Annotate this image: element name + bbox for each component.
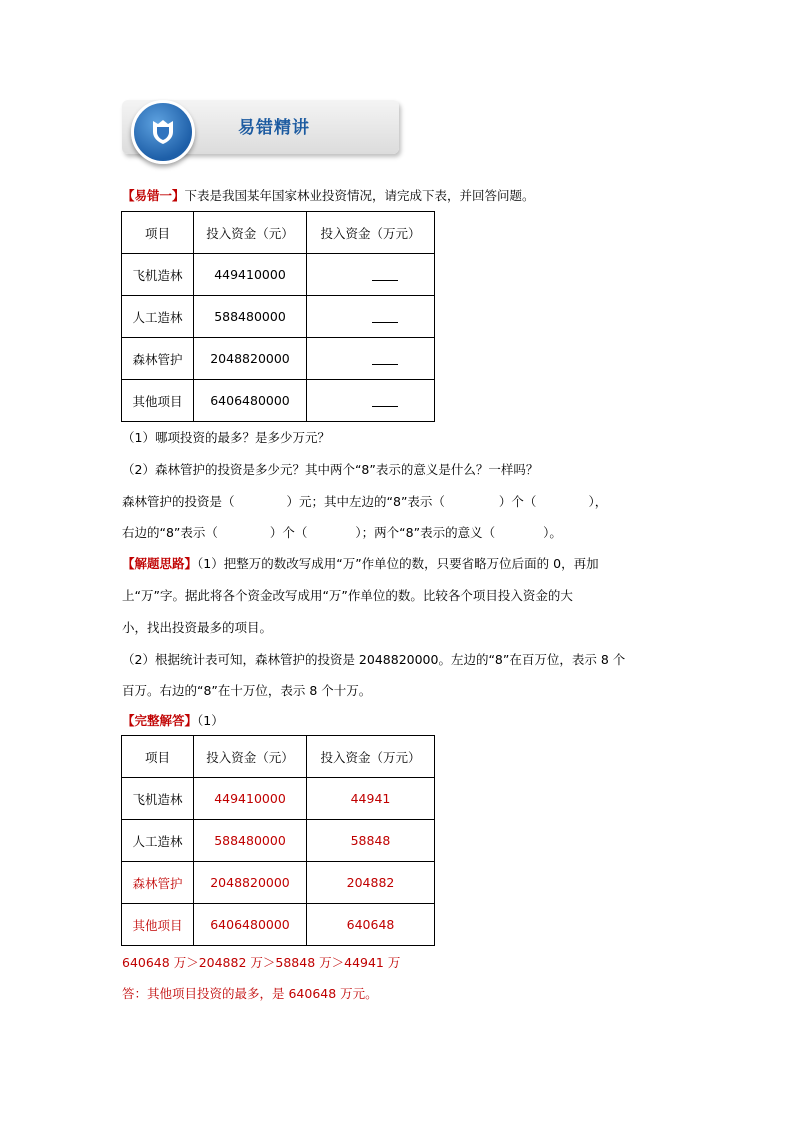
problem-tag: 【易错一】 [122,188,185,203]
yuan-cell: 449410000 [194,254,307,296]
yuan-cell: 2048820000 [194,338,307,380]
answer-tag: 【完整解答】 [122,713,198,728]
item-cell: 人工造林 [122,820,194,862]
answer-blank[interactable] [372,396,398,407]
item-cell: 其他项目 [122,904,194,946]
analysis-line-2: 上“万”字。据此将各个资金改写成用“万”作单位的数。比较各个项目投入资金的大 [122,588,573,603]
wan-cell: 640648 [307,904,435,946]
table-header-row [122,212,435,254]
fill-in-line-1 [122,494,607,510]
banner-title: 易错精讲 [238,118,310,138]
header-cell: 投入资金（万元） [307,736,435,778]
analysis-line-3: 小，找出投资最多的项目。 [122,620,273,635]
table-row [122,338,435,380]
table-row [122,380,435,422]
table-row [122,296,435,338]
fill-text: ）；两个“8”表示的意义（ [355,525,496,540]
fill-text: ）个（ [269,525,308,540]
conclusion-line: 答：其他项目投资的最多，是 640648 万元。 [122,986,378,1001]
question-1: （1）哪项投资的最多？是多少万元？ [122,430,330,445]
item-cell: 其他项目 [122,380,194,422]
wan-blank-cell[interactable] [307,380,435,422]
analysis-line-5: 百万。右边的“8”在十万位，表示 8 个十万。 [122,683,372,698]
wan-cell: 204882 [307,862,435,904]
table-row [122,904,435,946]
item-cell: 飞机造林 [122,778,194,820]
wan-blank-cell[interactable] [307,254,435,296]
comparison-line: 640648 万＞204882 万＞58848 万＞44941 万 [122,955,401,970]
answer-heading [122,713,224,729]
yuan-cell: 588480000 [194,296,307,338]
fill-text: ）元；其中左边的“8”表示（ [286,494,445,509]
yuan-cell: 588480000 [194,820,307,862]
header-cell: 投入资金（元） [194,212,307,254]
yuan-cell: 2048820000 [194,862,307,904]
header-cell: 投入资金（万元） [307,212,435,254]
table-row [122,778,435,820]
table-row [122,820,435,862]
answer-table [121,735,435,946]
item-cell: 飞机造林 [122,254,194,296]
wan-cell: 44941 [307,778,435,820]
analysis-line-1 [122,556,599,572]
fill-text: ）， [588,494,608,509]
fill-in-line-2 [122,525,562,541]
table-header-row [122,736,435,778]
answer-blank[interactable] [372,354,398,365]
fill-text: 右边的“8”表示（ [122,525,218,540]
question-2: （2）森林管护的投资是多少元？其中两个“8”表示的意义是什么？一样吗？ [122,462,539,477]
analysis-text: （1）把整万的数改写成用“万”作单位的数，只要省略万位后面的 0，再加 [197,556,599,571]
table-row [122,254,435,296]
fill-text: ）。 [543,525,562,540]
table-row [122,862,435,904]
fill-text: 森林管护的投资是（ [122,494,235,509]
yuan-cell: 449410000 [194,778,307,820]
yuan-cell: 6406480000 [194,904,307,946]
analysis-tag: 【解题思路】 [122,556,198,571]
item-cell: 人工造林 [122,296,194,338]
answer-blank[interactable] [372,312,398,323]
fill-text: ）个（ [498,494,537,509]
answer-part: （1） [197,713,224,728]
shield-icon [150,118,176,146]
shield-badge [131,100,195,164]
problem-statement [122,188,535,204]
item-cell: 森林管护 [122,862,194,904]
analysis-line-4: （2）根据统计表可知，森林管护的投资是 2048820000。左边的“8”在百万位，表示 8 个 [122,652,626,667]
yuan-cell: 6406480000 [194,380,307,422]
header-cell: 项目 [122,212,194,254]
wan-blank-cell[interactable] [307,338,435,380]
problem-text: 下表是我国某年国家林业投资情况，请完成下表，并回答问题。 [184,188,535,203]
wan-blank-cell[interactable] [307,296,435,338]
header-cell: 项目 [122,736,194,778]
investment-table [121,211,435,422]
item-cell: 森林管护 [122,338,194,380]
wan-cell: 58848 [307,820,435,862]
answer-blank[interactable] [372,270,398,281]
header-cell: 投入资金（元） [194,736,307,778]
